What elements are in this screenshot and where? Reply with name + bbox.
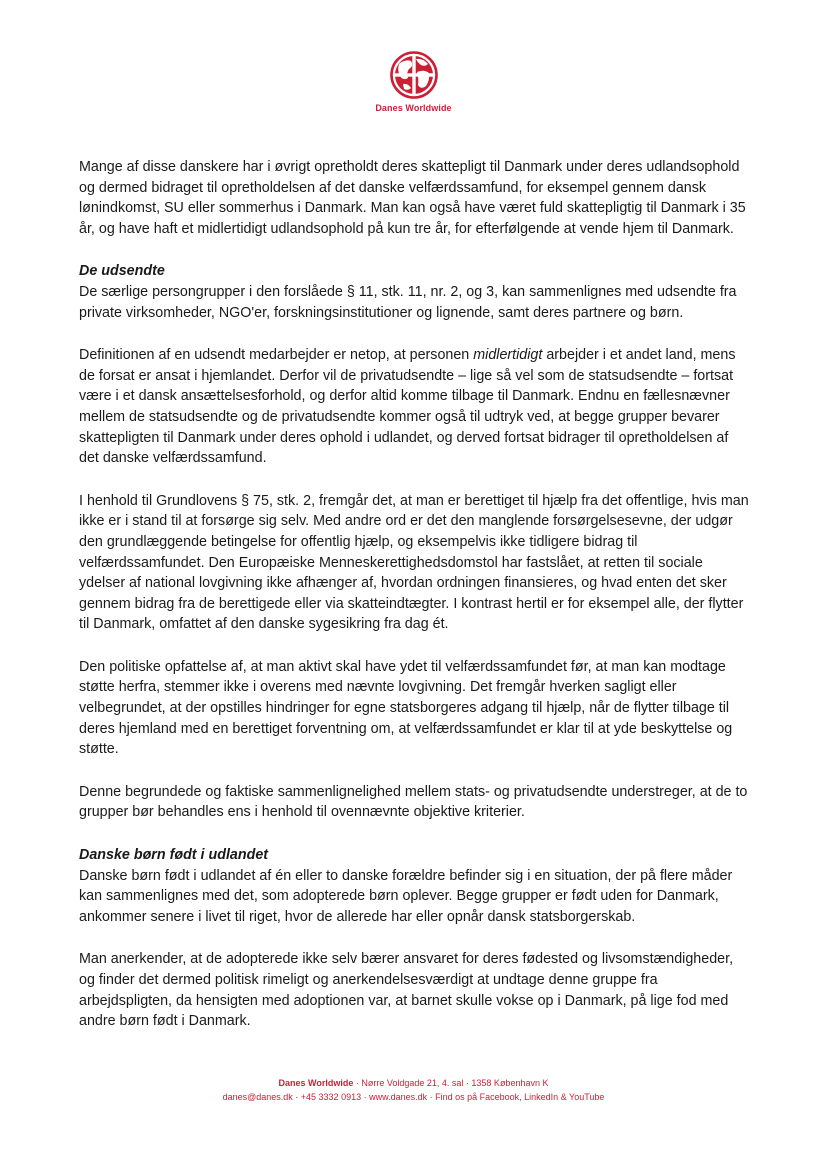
paragraph-text: arbejder i et andet land, mens de forsat er ansat i hjemlandet. Derfor vil de privatudsendte – lige så vel som de statsudsendte – fortsat være i et dansk ansættelsesforhold, og derfor altid komme tilbage til Danmark. Endnu en fællesnævner mellem de statsudsendte og de privatudsendte kommer også til udtryk ved, at begge grupper bevarer skattepligten til Danmark under deres ophold i udlandet, og derved fortsat bidrager til opretholdelsen af det danske velfærdssamfund. <box>79 347 736 467</box>
footer-contact: danes@danes.dk · +45 3332 0913 · www.danes.dk · Find os på Facebook, LinkedIn & YouTube <box>222 1092 605 1102</box>
paragraph: Mange af disse danskere har i øvrigt opretholdt deres skattepligt til Danmark under deres udlandsophold og dermed bidraget til opretholdelsen af det danske velfærdssamfund, for eksempel gennem dansk lønindkomst, SU eller sommerhus i Danmark. Man kan også have været fuld skattepligtig til Danmark i 35 år, og have haft et midlertidigt udlandsophold på kun tre år, for efterfølgende at vende hjem til Danmark. <box>79 159 746 237</box>
logo-wordmark: Danes Worldwide <box>375 103 452 113</box>
globe-logo-icon <box>389 50 439 100</box>
paragraph-text: Definitionen af en udsendt medarbejder er netop, at personen <box>79 347 474 364</box>
document-body <box>79 157 751 1032</box>
paragraph: Den politiske opfattelse af, at man aktivt skal have ydet til velfærdssamfundet før, at man kan modtage støtte herfra, stemmer ikke i overens med nævnte lovgivning. Det fremgår hverken sagligt eller velbegrundet, at der opstilles hindringer for egne statsborgeres adgang til hjælp, når de flytter tilbage til deres hjemland med en berettiget forventning om, at velfærdssamfundet er klar til at yde beskyttelse og støtte. <box>79 658 733 758</box>
paragraph <box>79 345 751 469</box>
footer <box>0 1076 827 1104</box>
paragraph: Man anerkender, at de adopterede ikke selv bærer ansvaret for deres fødested og livsomstændigheder, og finder det dermed politisk rimeligt og anerkendelsesværdigt at undtage denne gruppe fra arbejdspligten, da hensigten med adoptionen var, at barnet skulle vokse op i Danmark, på lige fod med andre børn født i Danmark. <box>79 951 734 1030</box>
paragraph: De særlige persongrupper i den forslåede § 11, stk. 11, nr. 2, og 3, kan sammenlignes med udsendte fra private virksomheder, NGO'er, forskningsinstitutioner og lignende, samt deres partnere og børn. <box>79 283 737 321</box>
paragraph: I henhold til Grundlovens § 75, stk. 2, fremgår det, at man er berettiget til hjælp fra det offentlige, hvis man ikke er i stand til at forsørge sig selv. Med andre ord er det den manglende forsørgelsesevne, der udgør den grundlæggende betingelse for offentlig hjælp, og eksempelvis ikke tidligere bidrag til velfærdssamfundet. Den Europæiske Menneskerettighedsdomstol har fastslået, at retten til sociale ydelser af national lovgivning ikke afhænger af, hvordan ordningen finansieres, og hvad enten det sker gennem bidrag fra de berettigede eller via skatteindtægter. I kontrast hertil er for eksempel alle, der flytter til Danmark, omfattet af den danske sygesikring fra dag ét. <box>79 492 749 633</box>
paragraph: Danske børn født i udlandet af én eller to danske forældre befinder sig i en situation, der på flere måder kan sammenlignes med det, som adopterede børn oplever. Begge grupper er født uden for Danmark, ankommer senere i livet til riget, hvor de allerede har eller opnår dansk statsborgerskab. <box>79 867 733 925</box>
section-heading: Danske børn født i udlandet <box>79 847 269 864</box>
section-heading: De udsendte <box>79 263 165 280</box>
footer-brand: Danes Worldwide <box>278 1078 354 1088</box>
emphasis-text: midlertidigt <box>473 347 543 364</box>
header-logo <box>0 50 827 113</box>
footer-address: · Nørre Voldgade 21, 4. sal · 1358 København K <box>353 1078 549 1088</box>
paragraph: Denne begrundede og faktiske sammenlignelighed mellem stats- og privatudsendte understreger, at de to grupper bør behandles ens i henhold til ovennævnte objektive kriterier. <box>79 783 748 821</box>
footer-address-line <box>0 1076 827 1090</box>
